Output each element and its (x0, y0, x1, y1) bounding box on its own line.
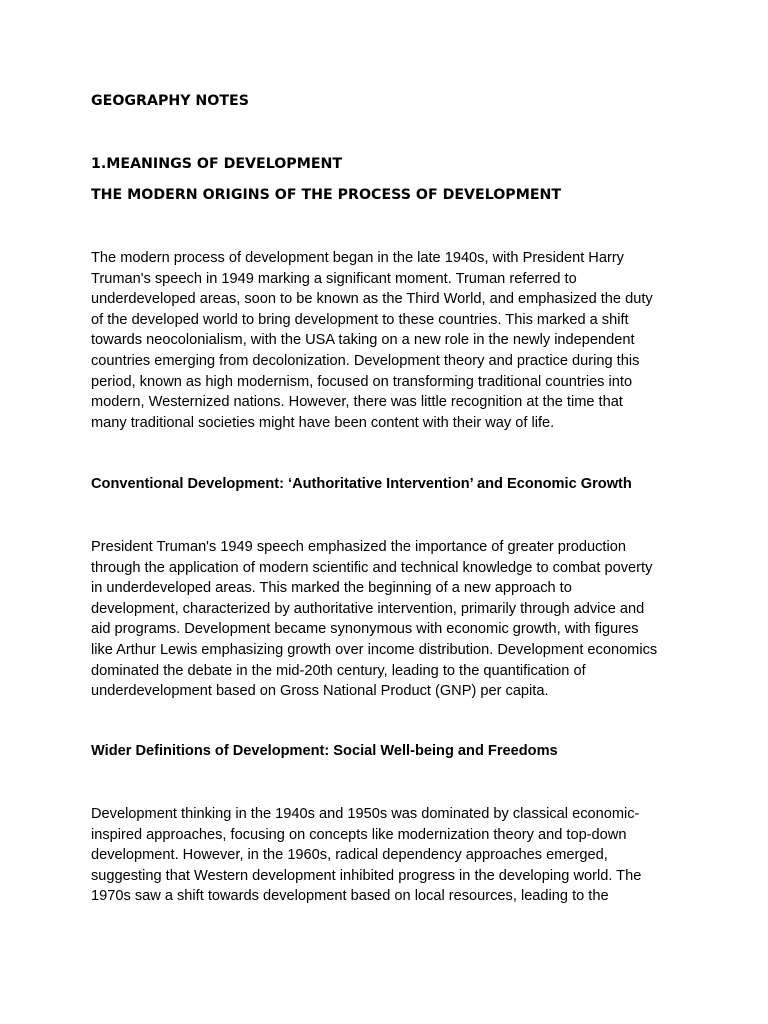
paragraph-conventional-development (91, 537, 691, 702)
text-line: underdevelopment based on Gross National Product (GNP) per capita. (91, 683, 549, 700)
text-line: underdeveloped areas, soon to be known as the Third World, and emphasized the duty (91, 291, 653, 308)
text-line: development. However, in the 1960s, radical dependency approaches emerged, (91, 847, 608, 864)
paragraph-modern-origins (91, 248, 691, 433)
text-line: in underdeveloped areas. This marked the beginning of a new approach to (91, 580, 572, 597)
text-line: Development thinking in the 1940s and 1950s was dominated by classical economic- (91, 806, 640, 822)
text-line: modern, Westernized nations. However, there was little recognition at the time that (91, 394, 623, 411)
text-line: through the application of modern scientific and technical knowledge to combat poverty (91, 559, 653, 576)
text-line: towards neocolonialism, with the USA taking on a new role in the newly independent (91, 332, 635, 349)
subheading-conventional-development: Conventional Development: ‘Authoritative Intervention’ and Economic Growth (91, 476, 632, 492)
text-line: period, known as high modernism, focused on transforming traditional countries into (91, 373, 633, 390)
subheading-wider-definitions: Wider Definitions of Development: Social Well-being and Freedoms (91, 743, 558, 759)
text-line: Truman's speech in 1949 marking a significant moment. Truman referred to (91, 270, 577, 287)
text-line: dominated the debate in the mid-20th century, leading to the quantification of (91, 662, 586, 679)
section-heading-meanings: 1.MEANINGS OF DEVELOPMENT (91, 156, 343, 172)
text-line: suggesting that Western development inhibited progress in the developing world. The (91, 867, 642, 884)
text-line: President Truman's 1949 speech emphasized the importance of greater production (91, 539, 626, 555)
text-line: like Arthur Lewis emphasizing growth over income distribution. Development economics (91, 641, 658, 658)
text-line: countries emerging from decolonization. Development theory and practice during this (91, 352, 640, 369)
text-line: development, characterized by authoritative intervention, primarily through advice and (91, 600, 645, 617)
text-line: 1970s saw a shift towards development based on local resources, leading to the (91, 888, 609, 905)
document-title: GEOGRAPHY NOTES (91, 93, 249, 109)
text-line: many traditional societies might have been content with their way of life. (91, 414, 555, 431)
text-line: of the developed world to bring development to these countries. This marked a shift (91, 311, 629, 328)
paragraph-wider-definitions (91, 804, 691, 907)
text-line: aid programs. Development became synonymous with economic growth, with figures (91, 621, 639, 638)
section-heading-modern-origins: THE MODERN ORIGINS OF THE PROCESS OF DEVELOPMENT (91, 187, 562, 203)
text-line: The modern process of development began in the late 1940s, with President Harry (91, 250, 624, 266)
text-line: inspired approaches, focusing on concepts like modernization theory and top-down (91, 826, 627, 843)
